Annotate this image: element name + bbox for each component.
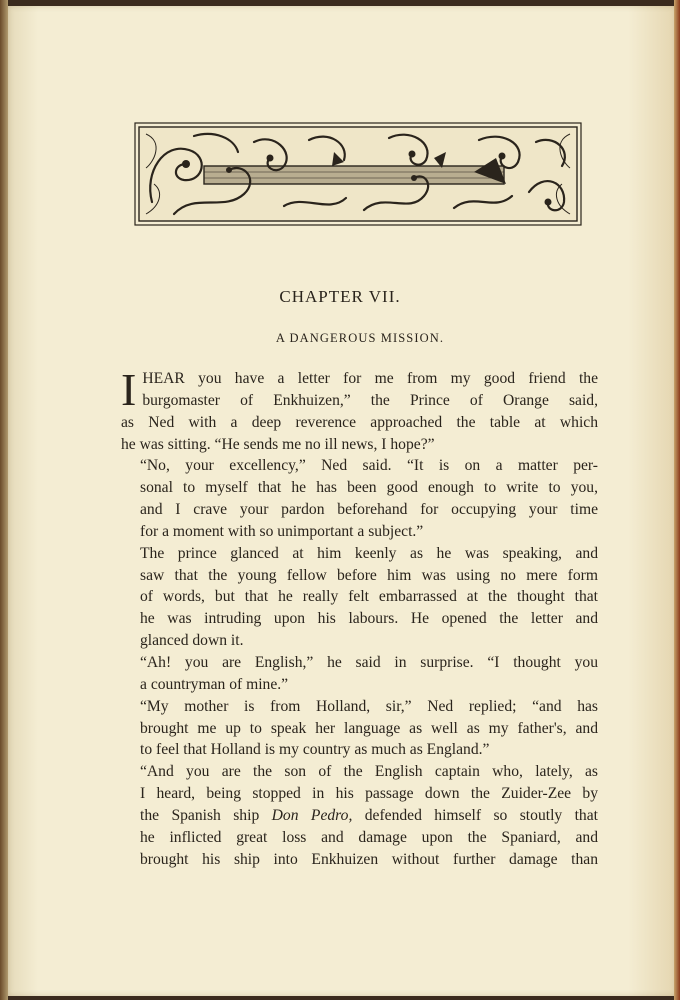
- text-line: “My mother is from Holland, sir,” Ned replied; “and has: [140, 697, 598, 715]
- text-line: a countryman of mine.”: [140, 675, 289, 693]
- paragraph-4: [121, 652, 598, 696]
- book-spine-shadow: [0, 0, 8, 1000]
- drop-cap: I: [121, 364, 137, 415]
- text-line: he inflicted great loss and damage upon the Spaniard, and: [140, 828, 598, 846]
- text-line: to feel that Holland is my country as much as England.”: [140, 741, 490, 759]
- text-line: he was sitting. “He sends me no ill news, I hope?”: [121, 435, 435, 453]
- text-fragment: the Spanish ship: [140, 806, 272, 824]
- paragraph-2: [121, 455, 598, 542]
- page-edge: [674, 0, 680, 1000]
- text-line: HEAR you have a letter for me from my good friend the: [142, 370, 598, 387]
- paragraph-6: [121, 761, 598, 870]
- paragraph-1: [121, 364, 598, 455]
- text-line: glanced down it.: [140, 632, 244, 650]
- text-line: I heard, being stopped in his passage down the Zuider-Zee by: [140, 785, 598, 803]
- text-line: and I crave your pardon beforehand for occupying your time: [140, 501, 598, 519]
- text-line: sonal to myself that he has been good enough to write to you,: [140, 479, 598, 497]
- chapter-headpiece-ornament: [134, 122, 582, 226]
- paragraph-5: [121, 696, 598, 762]
- text-line: burgomaster of Enkhuizen,” the Prince of Orange said,: [142, 391, 598, 409]
- paragraph-3: [121, 543, 598, 652]
- text-line: for a moment with so unimportant a subject.”: [140, 522, 424, 540]
- text-line: “Ah! you are English,” he said in surprise. “I thought you: [140, 653, 598, 671]
- chapter-heading: CHAPTER VII.: [279, 287, 401, 306]
- text-fragment: defended himself so stoutly that: [352, 806, 598, 824]
- chapter-subtitle: A DANGEROUS MISSION.: [275, 331, 445, 345]
- text-line: “And you are the son of the English captain who, lately, as: [140, 763, 598, 781]
- text-line-with-italic: [121, 805, 598, 827]
- text-line: saw that the young fellow before him was using no mere form: [140, 566, 598, 584]
- text-line: brought his ship into Enkhuizen without further damage than: [140, 850, 598, 868]
- text-line: “No, your excellency,” Ned said. “It is on a matter per-: [140, 457, 598, 475]
- text-line: as Ned with a deep reverence approached the table at which: [121, 413, 598, 431]
- chapter-body: [121, 364, 598, 870]
- text-line: he was intruding upon his labours. He opened the letter and: [140, 610, 598, 628]
- text-line: of words, but that he really felt embarrassed at the thought that: [140, 588, 598, 606]
- text-line: The prince glanced at him keenly as he was speaking, and: [140, 544, 598, 562]
- ship-name: Don Pedro,: [271, 806, 353, 824]
- text-line: brought me up to speak her language as well as my father's, and: [140, 719, 598, 737]
